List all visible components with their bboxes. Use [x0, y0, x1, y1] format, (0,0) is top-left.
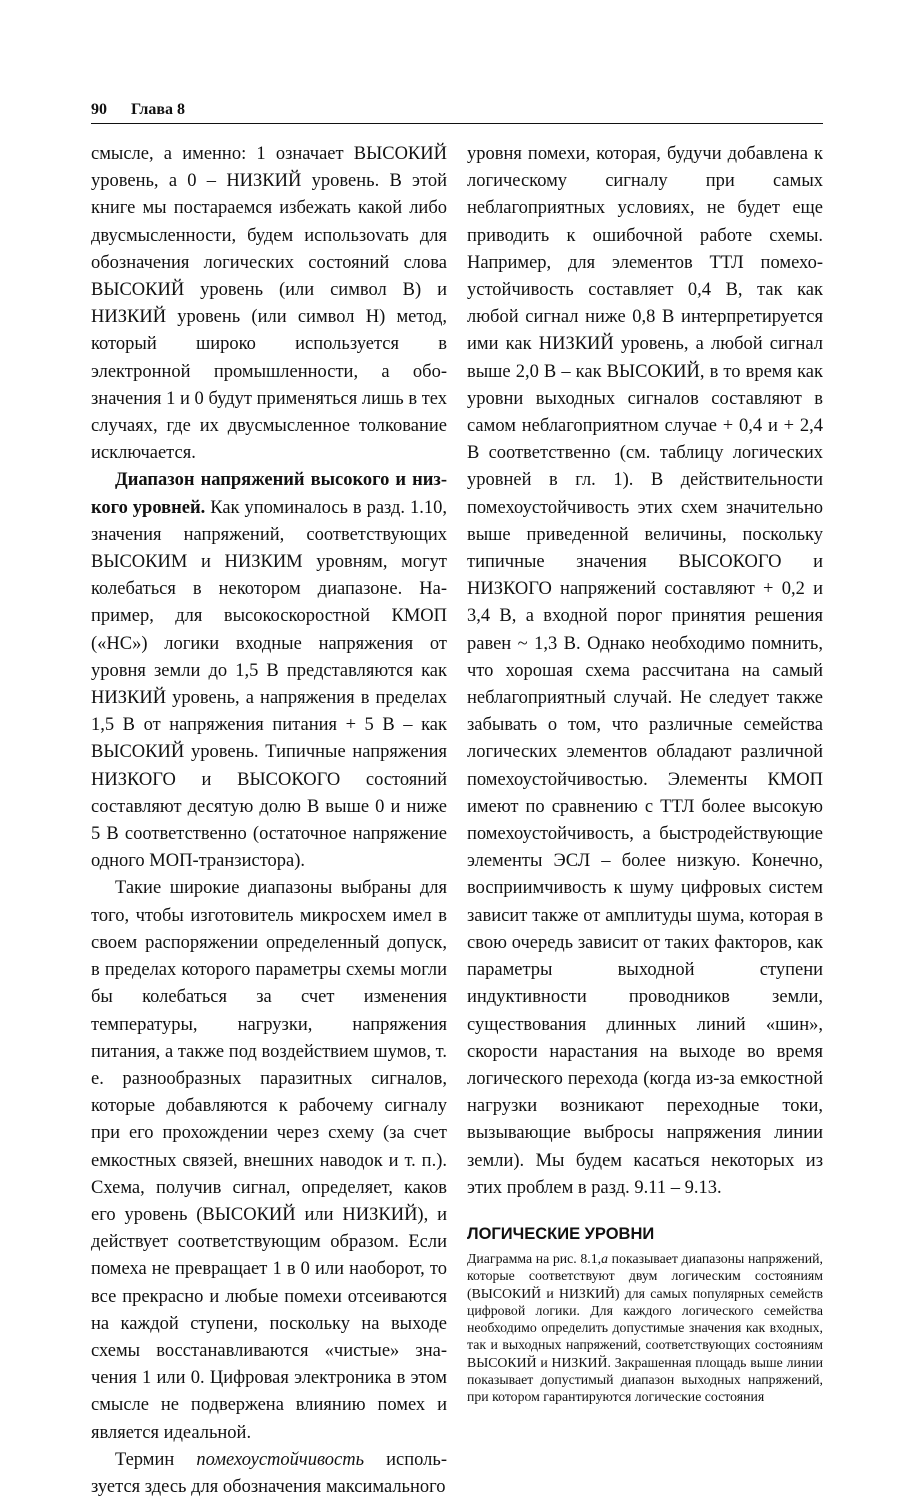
header-rule — [91, 123, 823, 124]
page-header — [91, 100, 823, 120]
chapter-title: Глава 8 — [131, 101, 185, 118]
paragraph: Такие широкие диапазоны выбраны для того, чтобы изготовитель микросхем имел в своем распоряжении определенный допуск, в пределах которого параметры схемы могли бы колебаться за счет изменения температуры, нагрузки, напряжения питания, а также под воздействием шумов, т. е. разнообразных паразитных сигналов, которые добавляются к рабочему сигналу при его прохождении через схему (за счет емкостных связей, внешних наводок и т. п.). Схема, получив сигнал, определяет, каков его уровень (ВЫСОКИЙ или НИЗКИЙ), и действует соответствующим образом. Если помеха не превращает 1 в 0 или наоборот, то все прекрасно и любые помехи отсеиваются на каждой ступени, поскольку на выходе схемы восстанавливаются «чистые» значения 1 или 0. Цифровая электроника в этом смысле не подвержена влиянию помех и является идеальной. — [91, 878, 447, 1443]
paragraph-text: Термин — [115, 1449, 197, 1470]
paragraph-text: Как упоминалось в разд. 1.10, значения напряжений, соответствующих ВЫСОКИМ и НИЗКИМ уровням, могут колебаться в некотором диапазоне. Например, для высокоскоростной КМОП («НС») логики входные напряжения от уровня земли до 1,5 В представляются как НИЗКИЙ уровень, а напряжения в пределах 1,5 В от напряжения питания + 5 В – как ВЫСОКИЙ уровень. Типичные напряжения НИЗКОГО и ВЫСОКОГО состояний составляют десятую долю В выше 0 и ниже 5 В соответственно (остаточное напряжение одного МОП-транзистора). — [91, 497, 447, 872]
paragraph: смысле, а именно: 1 означает ВЫСОКИЙ уровень, а 0 – НИЗКИЙ уровень. В этой книге мы постараемся избежать какой либо двусмысленности, будем использоvать для обозначения логических состояний слова ВЫСОКИЙ уровень (или символ В) и НИЗКИЙ уровень (или символ Н) метод, который широко используется в электронной промышленности, а обозначения 1 и 0 будут применяться лишь в тех случаях, где их двусмысленное толкование исключается. — [91, 144, 447, 464]
italic-term: помехоустойчивость — [196, 1449, 365, 1470]
run-in-heading: Диапазон напряжений высокого и низкого уровней. — [91, 470, 447, 518]
caption-text: Диаграмма на рис. 8.1, — [467, 1250, 602, 1266]
right-column — [467, 141, 823, 1406]
section-title: ЛОГИЧЕСКИЕ УРОВНИ — [467, 1224, 655, 1243]
caption-text: показывает диапазоны напряжений, которые соответствуют двум логическим состояниям (ВЫСОКИЙ и НИЗКИЙ) для самых популярных семейств цифровой логики. Для каждого логического семейства необходимо определить допустимые значения как входных, так и выходных напряжений, соответствующих состояниям ВЫСОКИЙ и НИЗКИЙ. Закрашенная площадь выше линии показывает допустимый диапазон выходных напряжений, при котором гарантируются логические состояния — [467, 1250, 823, 1405]
left-column — [91, 141, 447, 1501]
figure-caption — [467, 1250, 823, 1406]
paragraph-text: используется здесь для обозначения максимального — [91, 1449, 447, 1497]
paragraph: уровня помехи, которая, будучи добавлена к логическому сигналу при самых неблагоприятных условиях, не будет еще приводить к ошибочной работе схемы. Например, для элементов ТТЛ помехоустойчивость составляет 0,4 В, так как любой сигнал ниже 0,8 В интерпретируется ими как НИЗКИЙ уровень, а любой сигнал выше 2,0 В – как ВЫСОКИЙ, в то время как уровни выходных сигналов составляют в самом неблагоприятном случае + 0,4 и + 2,4 В соответственно (см. таблицу логических уровней в гл. 1). В действительности помехоустойчивость этих схем значительно выше приведенной величины, поскольку типичные значения ВЫСОКОГО и НИЗКОГО напряжений составляют + 0,2 и 3,4 В, а входной порог принятия решения равен ~ 1,3 В. Однако необходимо помнить, что хорошая схема рассчитана на самый неблагоприятный случай. Не следует также забывать о том, что различные семейства логических элементов обладают различной помехоустойчивостью. Элементы КМОП имеют по сравнению с ТТЛ более высокую помехоустойчивость, а быстродействующие элементы ЭСЛ – более низкую. Конечно, восприимчивость к шуму цифровых систем зависит также от амплитуды шума, которая в свою очередь зависит от таких факторов, как параметры выходной ступени индуктивности проводников земли, существования длинных линий «шин», скорости нарастания на выходе во время логического перехода (когда из-за емкостной нагрузки возникают переходные токи, вызывающие выбросы напряжения линии земли). Мы будем касаться некоторых из этих проблем в разд. 9.11 – 9.13. — [467, 144, 823, 1198]
caption-letter: а — [601, 1250, 609, 1266]
page-number: 90 — [91, 101, 107, 118]
paragraph — [91, 467, 447, 875]
paragraph — [91, 1447, 447, 1501]
